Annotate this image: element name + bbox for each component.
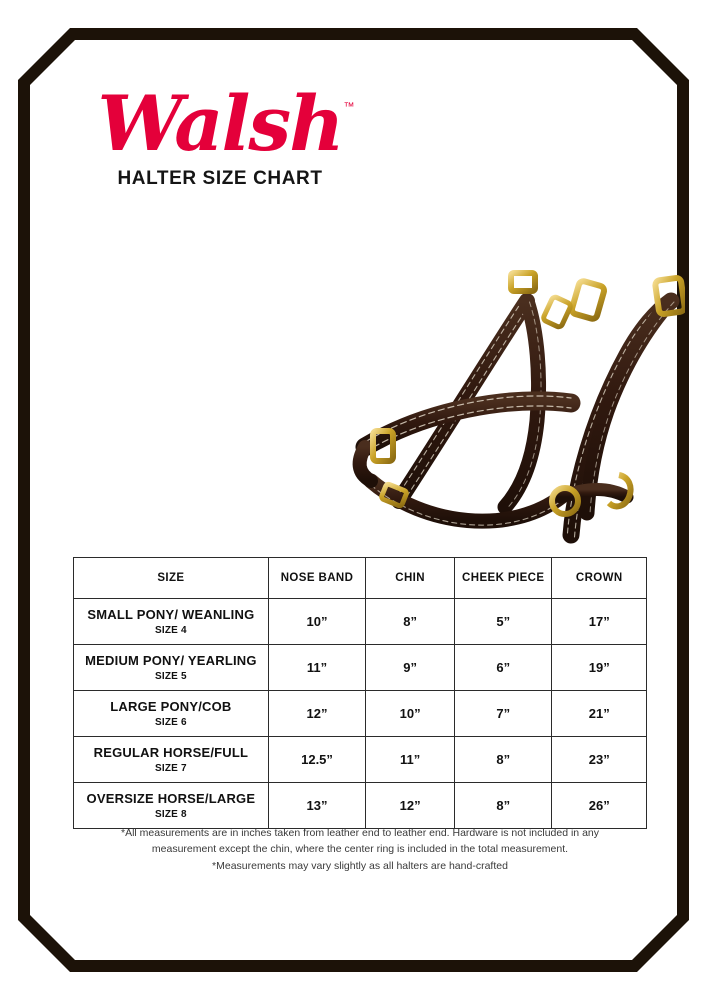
column-header-cheek-piece: CHEEK PIECE [455,558,552,599]
table-row [74,783,647,829]
size-chart-table [73,557,647,829]
cell-chin: 10” [366,691,455,737]
page-content [30,40,677,960]
brand-logo-text: Walsh [97,79,343,168]
footnote-line-1: *All measurements are in inches taken from leather end to leather end. Hardware is not included in any [120,827,599,839]
size-number-text: SIZE 5 [155,670,187,682]
halter-svg [275,235,685,575]
cell-nose-band: 10” [268,599,365,645]
footnote-line-3: *Measurements may vary slightly as all halters are hand-crafted [212,859,508,872]
size-name-text: LARGE PONY/COB [110,698,232,714]
cell-size-name [74,599,269,645]
brand-block [70,79,370,190]
size-number-text: SIZE 7 [155,762,187,774]
column-header-chin: CHIN [366,558,455,599]
brand-logo [97,79,355,168]
cell-nose-band: 11” [268,645,365,691]
cell-nose-band: 12” [268,691,365,737]
column-header-size: SIZE [74,558,269,599]
cell-crown: 21” [552,691,647,737]
size-name-text: OVERSIZE HORSE/LARGE [86,790,256,806]
cell-chin: 11” [366,737,455,783]
footnotes [73,825,647,874]
cell-size-name [74,783,269,829]
trademark-symbol: ™ [343,101,355,113]
size-number-text: SIZE 8 [155,808,187,820]
cell-chin: 12” [366,783,455,829]
cell-size-name [74,645,269,691]
cell-cheek-piece: 7” [455,691,552,737]
cell-crown: 23” [552,737,647,783]
column-header-nose-band: NOSE BAND [268,558,365,599]
cell-nose-band: 12.5” [268,737,365,783]
size-number-text: SIZE 6 [155,716,187,728]
cell-size-name [74,691,269,737]
size-number-text: SIZE 4 [155,624,187,636]
cell-cheek-piece: 6” [455,645,552,691]
cell-cheek-piece: 5” [455,599,552,645]
cell-size-name [74,737,269,783]
cell-nose-band: 13” [268,783,365,829]
cell-crown: 19” [552,645,647,691]
footnote-line-2: measurement except the chin, where the center ring is included in the total measurement. [151,843,569,856]
column-header-crown: CROWN [552,558,647,599]
size-name-text: SMALL PONY/ WEANLING [87,606,255,622]
size-name-text: MEDIUM PONY/ YEARLING [85,652,257,668]
size-name-text: REGULAR HORSE/FULL [93,744,249,760]
table-header-row [74,558,647,599]
cell-cheek-piece: 8” [455,783,552,829]
halter-illustration [275,235,685,575]
cell-crown: 26” [552,783,647,829]
table-row [74,599,647,645]
cell-crown: 17” [552,599,647,645]
table-row [74,737,647,783]
cell-cheek-piece: 8” [455,737,552,783]
page-title: HALTER SIZE CHART [117,168,323,190]
table-row [74,691,647,737]
cell-chin: 8” [366,599,455,645]
table-row [74,645,647,691]
cell-chin: 9” [366,645,455,691]
size-chart-table-wrapper [73,557,647,829]
